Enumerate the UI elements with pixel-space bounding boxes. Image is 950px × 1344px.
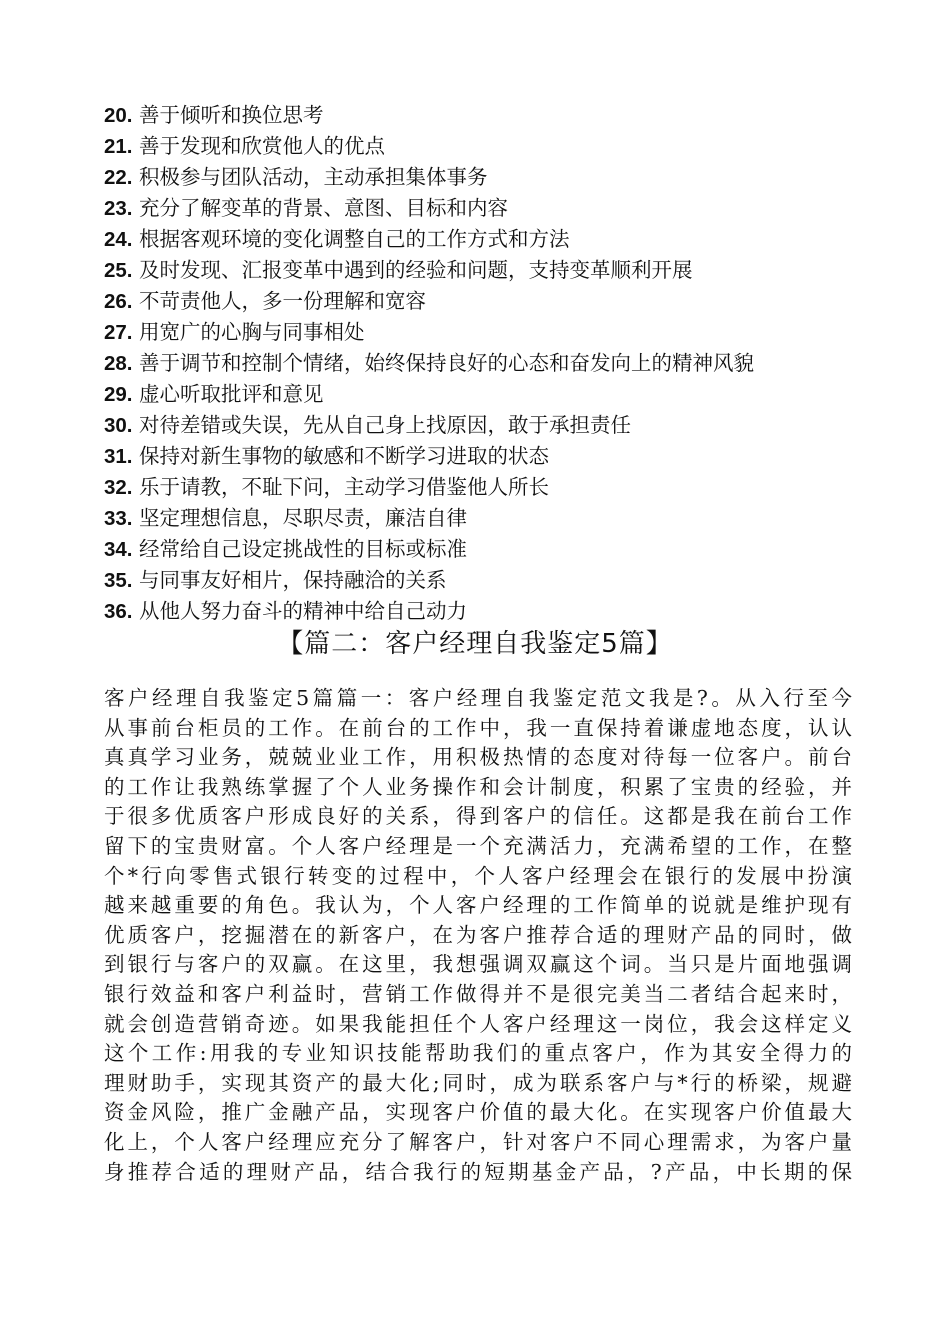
- item-text: 与同事友好相片，保持融洽的关系: [139, 568, 447, 592]
- item-number: 30.: [104, 414, 133, 437]
- paragraph-line: 个*行向零售式银行转变的过程中，个人客户经理会在银行的发展中扮演: [104, 863, 852, 888]
- paragraph-line: 理财助手，实现其资产的最大化;同时，成为联系客户与*行的桥梁，规避: [104, 1070, 852, 1095]
- item-text: 充分了解变革的背景、意图、目标和内容: [139, 196, 509, 220]
- list-item: [104, 162, 864, 193]
- item-text: 及时发现、汇报变革中遇到的经验和问题，支持变革顺利开展: [139, 258, 693, 282]
- list-item: [104, 224, 864, 255]
- item-text: 乐于请教，不耻下问，主动学习借鉴他人所长: [139, 475, 550, 499]
- list-item: [104, 565, 864, 596]
- list-item: [104, 596, 864, 627]
- list-item: [104, 441, 864, 472]
- paragraph-line: 从事前台柜员的工作。在前台的工作中，我一直保持着谦虚地态度，认认: [104, 715, 852, 740]
- body-paragraph: [104, 684, 852, 1187]
- list-item: [104, 534, 864, 565]
- item-number: 29.: [104, 383, 133, 406]
- item-text: 坚定理想信息，尽职尽责，廉洁自律: [139, 506, 468, 530]
- item-number: 27.: [104, 321, 133, 344]
- list-item: [104, 193, 864, 224]
- paragraph-line: 的工作让我熟练掌握了个人业务操作和会计制度，积累了宝贵的经验，并: [104, 774, 852, 799]
- item-number: 21.: [104, 135, 133, 158]
- list-item: [104, 379, 864, 410]
- list-item: [104, 503, 864, 534]
- item-text: 善于发现和欣赏他人的优点: [139, 134, 386, 158]
- item-number: 36.: [104, 600, 133, 623]
- item-number: 28.: [104, 352, 133, 375]
- item-number: 23.: [104, 197, 133, 220]
- list-item: [104, 317, 864, 348]
- item-text: 经常给自己设定挑战性的目标或标准: [139, 537, 468, 561]
- paragraph-line: 资金风险，推广金融产品，实现客户价值的最大化。在实现客户价值最大: [104, 1100, 852, 1125]
- item-text: 从他人努力奋斗的精神中给自己动力: [139, 599, 468, 623]
- item-text: 根据客观环境的变化调整自己的工作方式和方法: [139, 227, 570, 251]
- item-text: 保持对新生事物的敏感和不断学习进取的状态: [139, 444, 550, 468]
- list-item: [104, 410, 864, 441]
- paragraph-line: 越来越重要的角色。我认为，个人客户经理的工作简单的说就是维护现有: [104, 893, 852, 918]
- item-number: 22.: [104, 166, 133, 189]
- paragraph-line: 这个工作:用我的专业知识技能帮助我们的重点客户，作为其安全得力的: [104, 1041, 852, 1066]
- list-item: [104, 348, 864, 379]
- item-text: 善于倾听和换位思考: [139, 103, 324, 127]
- paragraph-line: 身推荐合适的理财产品，结合我行的短期基金产品，?产品，中长期的保: [104, 1159, 852, 1184]
- paragraph-line: 优质客户，挖掘潜在的新客户，在为客户推荐合适的理财产品的同时，做: [104, 922, 852, 947]
- item-number: 25.: [104, 259, 133, 282]
- item-text: 善于调节和控制个情绪，始终保持良好的心态和奋发向上的精神风貌: [139, 351, 755, 375]
- item-number: 33.: [104, 507, 133, 530]
- item-number: 31.: [104, 445, 133, 468]
- item-number: 20.: [104, 104, 133, 127]
- paragraph-line: 真真学习业务，兢兢业业工作，用积极热情的态度对待每一位客户。前台: [104, 745, 852, 770]
- item-number: 26.: [104, 290, 133, 313]
- item-text: 不苛责他人，多一份理解和宽容: [139, 289, 427, 313]
- item-number: 32.: [104, 476, 133, 499]
- list-item: [104, 255, 864, 286]
- item-text: 虚心听取批评和意见: [139, 382, 324, 406]
- paragraph-line: 就会创造营销奇迹。如果我能担任个人客户经理这一岗位，我会这样定义: [104, 1011, 852, 1036]
- list-item: [104, 286, 864, 317]
- item-number: 24.: [104, 228, 133, 251]
- paragraph-line: 于很多优质客户形成良好的关系，得到客户的信任。这都是我在前台工作: [104, 804, 852, 829]
- paragraph-line: 银行效益和客户利益时，营销工作做得并不是很完美当二者结合起来时，: [104, 981, 852, 1006]
- paragraph-line: 到银行与客户的双赢。在这里，我想强调双赢这个词。当只是片面地强调: [104, 952, 852, 977]
- list-item: [104, 131, 864, 162]
- section-heading: 【篇二：客户经理自我鉴定5篇】: [277, 629, 673, 659]
- item-text: 用宽广的心胸与同事相处: [139, 320, 365, 344]
- item-text: 积极参与团队活动，主动承担集体事务: [139, 165, 488, 189]
- paragraph-line: 化上，个人客户经理应充分了解客户，针对客户不同心理需求，为客户量: [104, 1129, 852, 1154]
- item-number: 35.: [104, 569, 133, 592]
- paragraph-line: 留下的宝贵财富。个人客户经理是一个充满活力，充满希望的工作，在整: [104, 833, 852, 858]
- qualities-list: [104, 100, 864, 627]
- list-item: [104, 472, 864, 503]
- list-item: [104, 100, 864, 131]
- paragraph-line: 客户经理自我鉴定5篇篇一：客户经理自我鉴定范文我是?。从入行至今: [104, 686, 852, 710]
- item-text: 对待差错或失误，先从自己身上找原因，敢于承担责任: [139, 413, 632, 437]
- item-number: 34.: [104, 538, 133, 561]
